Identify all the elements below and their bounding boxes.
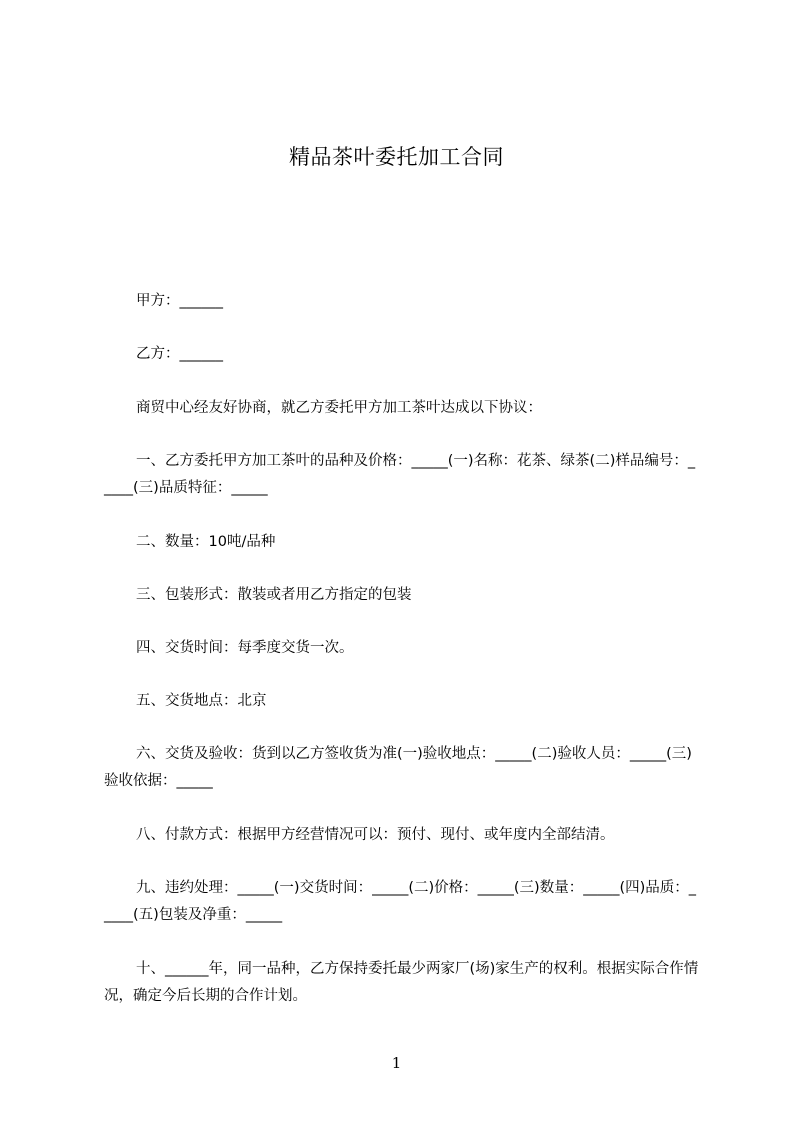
intro-paragraph: 商贸中心经友好协商，就乙方委托甲方加工茶叶达成以下协议：	[136, 400, 542, 416]
page-number: 1	[391, 1054, 402, 1072]
party-b-line: 乙方：______	[136, 346, 223, 362]
clause-5: 五、交货地点：北京	[136, 693, 267, 709]
clause-10: 十、______年，同一品种，乙方保持委托最少两家厂(场)家生产的权利。根据实际合作情况，确定今后长期的合作计划。	[104, 961, 699, 1004]
clause-3: 三、包装形式：散装或者用乙方指定的包装	[136, 587, 412, 603]
clause-2: 二、数量：10吨/品种	[136, 534, 276, 550]
clause-4: 四、交货时间：每季度交货一次。	[136, 640, 354, 656]
party-a-line: 甲方：______	[136, 293, 223, 309]
clause-9: 九、违约处理：_____(一)交货时间：_____(二)价格：_____(三)数量：_____(四)品质：_____(五)包装及净重：_____	[104, 880, 697, 923]
clause-8: 八、付款方式：根据甲方经营情况可以：预付、现付、或年度内全部结清。	[136, 827, 615, 843]
document-title: 精品茶叶委托加工合同	[289, 145, 504, 169]
clause-6: 六、交货及验收：货到以乙方签收货为准(一)验收地点：_____(二)验收人员：_____(三)验收依据：_____	[104, 746, 692, 789]
clause-1: 一、乙方委托甲方加工茶叶的品种及价格：_____(一)名称：花茶、绿茶(二)样品编号：_____(三)品质特征：_____	[104, 453, 696, 496]
